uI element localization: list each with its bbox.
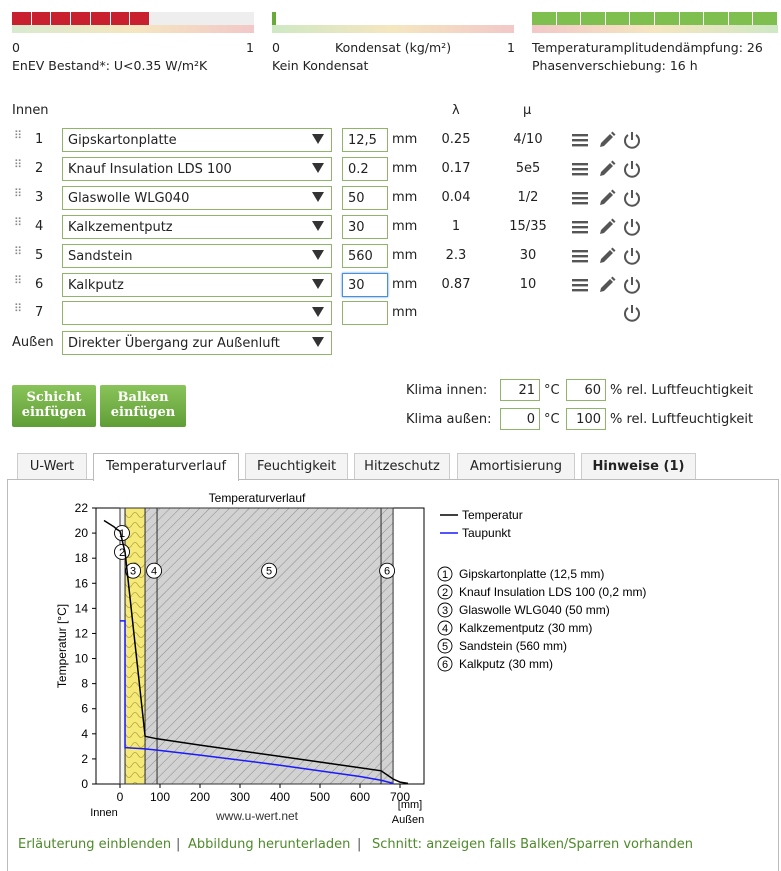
tab-u-wert[interactable]: U-Wert [17,453,87,480]
layer-material-select[interactable] [62,186,332,210]
layer-legend-label: Gipskartonplatte (12,5 mm) [459,567,605,581]
layer-mu: 4/10 [513,132,543,147]
climate-outside-rh-label: % rel. Luftfeuchtigkeit [610,412,754,427]
pencil-icon[interactable] [597,159,617,179]
layer-row [0,244,781,268]
u-scale-max: 1 [246,40,254,55]
layer-material-select[interactable] [62,128,332,152]
drag-handle-icon[interactable]: ⠿ [14,274,24,287]
menu-icon[interactable] [570,246,590,266]
layer-number-label: 5 [266,565,273,578]
drag-handle-icon[interactable]: ⠿ [14,158,24,171]
condensate-scale-min: 0 [272,40,280,55]
layer-material-value: Glaswolle WLG040 [68,191,190,206]
layer-material-value: Gipskartonplatte [68,133,177,148]
layer-row [0,186,781,210]
chevron-down-icon [312,163,324,173]
layer-legend-number: 5 [441,641,449,653]
climate-outside-temp-input[interactable]: 0 [500,408,540,430]
heat-protection-meter [532,12,778,25]
layer-material-value: Knauf Insulation LDS 100 [68,162,232,177]
layer-material-select[interactable] [62,301,332,325]
condensate-scale-max: 1 [507,40,515,55]
add-beam-button[interactable]: Balken einfügen [100,385,186,427]
chevron-down-icon [312,307,324,317]
chevron-down-icon [312,337,324,347]
temperature-chart [0,480,781,830]
outside-transition-select[interactable] [62,331,332,355]
layer-material-value: Kalkzementputz [68,220,173,235]
enev-requirement: EnEV Bestand*: U<0.35 W/m²K [12,58,208,73]
u-value-meter-track [150,12,254,25]
layer-row [0,215,781,239]
power-icon[interactable] [622,217,642,237]
menu-icon[interactable] [570,159,590,179]
power-icon[interactable] [622,188,642,208]
layer-legend-label: Glaswolle WLG040 (50 mm) [459,603,610,617]
power-icon[interactable] [622,246,642,266]
menu-icon[interactable] [570,188,590,208]
condensate-meter-marker [272,12,276,25]
layer-number: 6 [35,277,44,292]
legend-label: Taupunkt [462,526,511,540]
y-tick-label: 20 [74,526,88,541]
drag-handle-icon[interactable]: ⠿ [14,216,24,229]
watermark: www.u-wert.net [215,809,299,823]
x-right-label: Außen [391,814,425,826]
layer-lambda: 2.3 [445,248,467,263]
layer-thickness-input[interactable]: 0.2 [342,157,388,181]
mu-header: μ [523,103,532,118]
y-tick-label: 22 [74,501,88,515]
x-tick-label: 200 [189,790,211,804]
u-scale-min: 0 [12,40,20,55]
condensate-status: Kein Kondensat [272,58,369,73]
layer-band [381,508,393,784]
layer-lambda: 0.25 [441,132,471,147]
tab-hinweise[interactable]: Hinweise (1) [581,453,696,480]
climate-inside-rh-label: % rel. Luftfeuchtigkeit [610,383,754,398]
layer-legend-number: 3 [441,605,449,617]
download-figure-link[interactable]: Abbildung herunterladen [188,837,351,852]
x-tick-label: 300 [229,790,251,804]
add-layer-button[interactable]: Schicht einfügen [12,385,96,427]
layer-material-select[interactable] [62,215,332,239]
climate-inside-rh-input[interactable]: 60 [566,379,606,401]
thickness-unit: mm [392,132,418,147]
layer-number-label: 3 [130,565,137,578]
section-beams-link[interactable]: Schnitt: anzeigen falls Balken/Sparren vorhanden [372,837,694,852]
chevron-down-icon [312,192,324,202]
layer-mu: 5e5 [515,161,541,176]
amplitude-damping: Temperaturamplitudendämpfung: 26 [532,40,763,55]
layer-mu: 10 [519,277,537,292]
thickness-unit: mm [392,277,418,292]
menu-icon[interactable] [570,217,590,237]
layer-legend-number: 2 [441,587,449,599]
layer-number-label: 4 [151,565,158,578]
power-icon[interactable] [622,130,642,150]
layer-number: 5 [35,248,44,263]
layer-legend-number: 1 [441,569,449,581]
chevron-down-icon [312,250,324,260]
drag-handle-icon[interactable]: ⠿ [14,187,24,200]
u-value-meter [12,12,150,25]
layer-material-value: Sandstein [68,249,133,264]
climate-inside-temp-input[interactable]: 21 [500,379,540,401]
layer-mu: 30 [519,248,537,263]
x-tick-label: 600 [349,790,371,804]
y-tick-label: 16 [74,576,88,591]
climate-outside-unit: °C [544,412,560,427]
y-tick-label: 10 [74,651,88,666]
layer-number: 1 [35,132,44,147]
link-separator: | [357,837,362,852]
pencil-icon[interactable] [597,275,617,295]
layer-thickness-input[interactable]: 12,5 [342,128,388,152]
x-tick-label: 500 [309,790,331,804]
chart-title: Temperaturverlauf [208,491,306,505]
drag-handle-icon[interactable]: ⠿ [14,129,24,142]
tab-hitzeschutz[interactable]: Hitzeschutz [354,453,450,480]
layer-legend-label: Kalkzementputz (30 mm) [459,621,593,635]
heat-protection-meter-gradient [532,25,778,33]
climate-outside-rh-input[interactable]: 100 [566,408,606,430]
layer-lambda: 0.04 [441,190,471,205]
layer-number-label: 6 [384,565,391,578]
layer-material-select[interactable] [62,273,332,297]
power-icon[interactable] [622,159,642,179]
y-tick-label: 2 [81,751,88,766]
thickness-unit: mm [392,219,418,234]
y-tick-label: 18 [74,551,88,566]
x-tick-label: 400 [269,790,291,804]
condensate-meter-gradient [272,25,514,33]
lambda-header: λ [452,103,460,118]
thickness-unit: mm [392,190,418,205]
phase-shift: Phasenverschiebung: 16 h [532,58,698,73]
layer-material-value: Kalkputz [68,278,124,293]
outside-label: Außen [12,335,54,350]
legend-label: Temperatur [462,508,523,522]
layer-number-label: 1 [118,528,126,541]
chevron-down-icon [312,221,324,231]
inside-label: Innen [12,103,49,118]
explanation-link[interactable]: Erläuterung einblenden [18,837,172,852]
x-tick-label: 0 [116,790,124,804]
x-tick-label: 100 [149,790,171,804]
chevron-down-icon [312,134,324,144]
y-tick-label: 6 [81,701,88,716]
layer-legend-label: Sandstein (560 mm) [459,639,568,653]
tab-amortisierung[interactable]: Amortisierung [457,453,575,480]
climate-outside-label: Klima außen: [406,412,492,427]
chevron-down-icon [312,279,324,289]
layer-thickness-input[interactable]: 30 [342,215,388,239]
tab-temperaturverlauf[interactable]: Temperaturverlauf [93,453,239,481]
layer-band [157,508,381,784]
thickness-unit: mm [392,305,418,320]
layer-number: 4 [35,219,44,234]
layer-row [0,301,781,325]
layer-row [0,157,781,181]
layer-band [145,508,157,784]
power-icon[interactable] [622,303,642,323]
y-tick-label: 12 [74,626,88,641]
outside-transition-value: Direkter Übergang zur Außenluft [68,336,280,351]
layer-thickness-input[interactable] [342,301,388,325]
x-tick-label: 700 [389,790,411,804]
y-tick-label: 14 [74,601,88,616]
layer-mu: 1/2 [517,190,539,205]
y-tick-label: 8 [81,676,88,691]
pencil-icon[interactable] [597,188,617,208]
layer-number: 2 [35,161,44,176]
layer-material-select[interactable] [62,244,332,268]
menu-icon[interactable] [570,275,590,295]
climate-inside-unit: °C [544,383,560,398]
layer-number-label: 2 [118,546,126,559]
layer-row [0,128,781,152]
x-axis-unit: [mm] [397,799,423,811]
condensate-axis-label: Kondensat (kg/m²) [335,40,452,55]
x-left-label: Innen [90,807,118,819]
thickness-unit: mm [392,248,418,263]
layer-thickness-input[interactable]: 560 [342,244,388,268]
y-tick-label: 0 [81,777,88,791]
layer-number: 3 [35,190,44,205]
drag-handle-icon[interactable]: ⠿ [14,302,24,315]
layer-number: 7 [35,305,44,320]
thickness-unit: mm [392,161,418,176]
drag-handle-icon[interactable]: ⠿ [14,245,24,258]
pencil-icon[interactable] [597,217,617,237]
layer-material-select[interactable] [62,157,332,181]
layer-mu: 15/35 [509,219,547,234]
layer-row [0,273,781,297]
layer-legend-number: 6 [441,659,449,671]
link-separator: | [176,837,181,852]
layer-thickness-input[interactable]: 30 [342,273,388,297]
layer-lambda: 1 [451,219,461,234]
pencil-icon[interactable] [597,246,617,266]
power-icon[interactable] [622,275,642,295]
pencil-icon[interactable] [597,130,617,150]
y-tick-label: 4 [81,726,88,741]
u-value-meter-gradient [12,25,254,33]
climate-inside-label: Klima innen: [406,383,488,398]
layer-thickness-input[interactable]: 50 [342,186,388,210]
layer-legend-label: Knauf Insulation LDS 100 (0,2 mm) [459,585,647,599]
menu-icon[interactable] [570,130,590,150]
y-axis-label: Temperatur [°C] [55,603,69,689]
layer-lambda: 0.87 [441,277,471,292]
layer-legend-label: Kalkputz (30 mm) [459,657,554,671]
layer-legend-number: 4 [441,623,449,635]
tab-feuchtigkeit[interactable]: Feuchtigkeit [245,453,348,480]
layer-lambda: 0.17 [441,161,471,176]
